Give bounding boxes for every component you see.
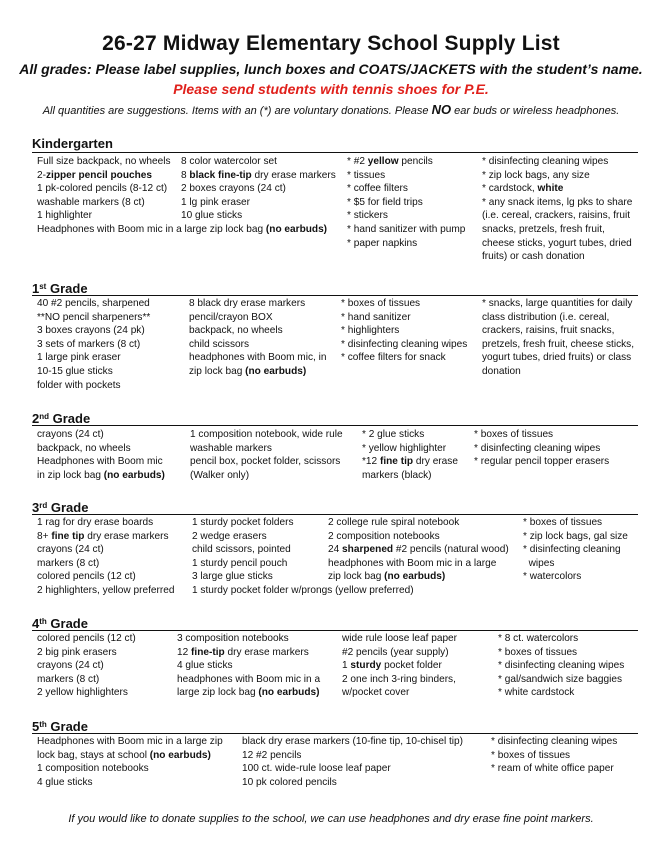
kindergarten-col2 [181,155,336,223]
list-item: colored pencils (12 ct) [37,571,136,583]
list-item: black dry erase markers (10-fine tip, 10-chisel tip) [242,736,464,747]
grade-number: 5 [32,719,40,734]
section-heading [32,498,638,515]
list-item: 1 highlighter [37,210,92,222]
list-item: * paper napkins [347,237,418,249]
list-item: 100 ct. wide-rule loose leaf paper [242,763,391,775]
grade-number: 1 [32,281,40,296]
quantities-note-suffix: ear buds or wireless headphones. [451,105,620,117]
list-item: 24 sharpened #2 pencils (natural wood) [328,544,509,556]
list-item: 8+ fine tip dry erase markers [37,530,169,542]
list-item: colored pencils (12 ct) [37,633,136,644]
list-item: * stickers [347,210,388,222]
list-item: * regular pencil topper erasers [474,456,610,468]
list-item: backpack, no wheels [37,442,131,454]
list-item: * disinfecting cleaning wipes [474,442,601,454]
grade4-col3 [342,632,457,700]
list-item: 3 composition notebooks [177,633,289,644]
list-item: markers (black) [362,469,432,481]
grade3-col1 [37,516,174,598]
quantities-note [0,102,662,117]
list-item: w/pocket cover [342,687,410,699]
grade2-col2 [190,428,343,482]
grade3-col4 [523,516,628,584]
list-item: 12 fine-tip dry erase markers [177,646,309,658]
section-heading [32,614,638,631]
list-item: * ream of white office paper [491,763,614,775]
list-item: * zip lock bags, gal size [523,530,628,542]
list-item: lock bag, stays at school (no earbuds) [37,749,211,761]
tennis-shoes-instruction: Please send students with tennis shoes for P.E. [173,81,489,97]
grade4-col4 [498,632,624,700]
grade-word: Grade [46,281,88,296]
list-item: 2 big pink erasers [37,646,117,658]
list-item: * watercolors [523,571,582,583]
list-item: * disinfecting cleaning [523,544,621,556]
quantities-note-no: NO [431,102,452,117]
list-item: * disinfecting cleaning wipes [491,736,618,747]
grade4-col2 [177,632,320,700]
list-item: backpack, no wheels [189,325,283,337]
list-item: yogurt tubes, dried fruits) or class [482,352,632,364]
list-item: washable markers (8 ct) [37,196,145,208]
grade-word: Grade [49,411,91,426]
list-item: * snacks, large quantities for daily [482,298,633,309]
section-grade2 [32,409,638,481]
list-item: Headphones with Boom mic in a large zip [37,736,223,747]
list-item: * disinfecting cleaning wipes [482,156,609,167]
list-item: 2 one inch 3-ring binders, [342,673,456,685]
list-item: pencil/crayon BOX [189,311,273,323]
grade4-col1 [37,632,136,700]
list-item: Headphones with Boom mic [37,456,163,468]
grade-number: 3 [32,500,40,515]
list-item: large zip lock bag (no earbuds) [177,687,320,699]
list-item: 3 boxes crayons (24 pk) [37,325,145,337]
list-item: * hand sanitizer with pump [347,223,466,235]
grade2-col4 [474,428,609,469]
list-item: * 2 glue sticks [362,429,425,440]
list-item: * #2 yellow pencils [347,156,433,167]
list-item: cheese sticks, yogurt tubes, dried [482,237,632,249]
list-item: * cardstock, white [482,183,564,195]
list-item: crayons (24 ct) [37,544,104,556]
list-item: 2 boxes crayons (24 ct) [181,183,286,195]
list-item: 10-15 glue sticks [37,365,113,377]
grade1-col4 [482,297,634,379]
list-item: * boxes of tissues [491,749,571,761]
list-item: 1 lg pink eraser [181,196,251,208]
grade-suffix: th [39,720,47,729]
list-item: * coffee filters for snack [341,352,446,364]
list-item: * zip lock bags, any size [482,169,590,181]
list-item: donation [482,365,521,377]
section-grade4 [32,614,638,699]
section-heading [32,409,638,426]
label-instruction: All grades: Please label supplies, lunch boxes and COATS/JACKETS with the student’s name. [19,61,643,77]
list-item: markers (8 ct) [37,557,100,569]
grade-number: 4 [32,616,40,631]
grade-suffix: st [39,282,47,291]
list-item: * white cardstock [498,687,575,699]
list-item: 4 glue sticks [37,776,93,788]
footer-note: If you would like to donate supplies to the school, we can use headphones and dry erase fine point markers. [68,813,594,825]
list-item: * boxes of tissues [523,517,603,528]
grade1-col3 [341,297,467,365]
grade-word: Grade [46,719,88,734]
list-item: 8 black dry erase markers [189,298,306,309]
list-item: 2 college rule spiral notebook [328,517,460,528]
section-heading: Kindergarten [32,136,638,153]
list-item: * tissues [347,169,386,181]
grade-word: Grade [47,500,89,515]
list-item: 2 wedge erasers [192,530,267,542]
list-item: 2 yellow highlighters [37,687,128,699]
section-grade5 [32,717,638,788]
grade-suffix: th [39,617,47,626]
list-item: 1 large pink eraser [37,352,121,364]
list-item: **NO pencil sharpeners** [37,311,151,323]
kindergarten-col3 [347,155,465,250]
grade3-col3 [328,516,509,584]
grade1-col2 [189,297,326,379]
grade-number: 2 [32,411,40,426]
list-item: #2 pencils (year supply) [342,646,449,658]
section-heading [32,717,638,734]
list-item: class distribution (i.e. cereal, [482,311,610,323]
kindergarten-col4 [482,155,632,264]
list-item: wide rule loose leaf paper [342,633,458,644]
grade5-col3 [491,735,617,776]
grade-suffix: rd [39,501,48,510]
list-item: 8 black fine-tip dry erase markers [181,169,336,181]
list-item: Full size backpack, no wheels [37,156,171,167]
list-item: *12 fine tip dry erase [362,456,458,468]
grade5-col2 [242,735,463,789]
list-item: * coffee filters [347,183,408,195]
list-item: * 8 ct. watercolors [498,633,579,644]
list-item: child scissors, pointed [192,544,291,556]
list-item: 1 composition notebook, wide rule [190,429,343,440]
list-item: 1 sturdy pocket folders [192,517,294,528]
list-item: 3 sets of markers (8 ct) [37,338,141,350]
list-item: * disinfecting cleaning wipes [341,338,468,350]
list-item: pencil box, pocket folder, scissors [190,456,341,468]
list-item: 1 rag for dry erase boards [37,517,154,528]
list-item: markers (8 ct) [37,673,100,685]
grade5-col1 [37,735,223,789]
list-item: 1 sturdy pocket folder [342,660,442,672]
list-item: 8 color watercolor set [181,156,277,167]
list-item: zip lock bag (no earbuds) [328,571,446,583]
list-item: 4 glue sticks [177,660,233,672]
list-item: 2 composition notebooks [328,530,440,542]
list-item: wipes [523,557,555,569]
section-grade3 [32,498,638,596]
list-item: washable markers [190,442,272,454]
list-item: * boxes of tissues [474,429,554,440]
page-title: 26-27 Midway Elementary School Supply List [102,32,560,55]
list-item: crayons (24 ct) [37,660,104,672]
list-item: (i.e. cereal, crackers, raisins, fruit [482,210,631,222]
list-item: pretzels, fresh fruit, cheese sticks, [482,338,635,350]
list-item: 1 sturdy pencil pouch [192,557,288,569]
list-item: crackers, raisins, fruit snacks, [482,325,615,337]
grade-word: Grade [46,616,88,631]
grade2-col3 [362,428,458,482]
list-item: fruits) or cash donation [482,251,585,263]
quantities-note-prefix: All quantities are suggestions. Items with an (*) are voluntary donations. Please [42,105,432,117]
list-item: * hand sanitizer [341,311,411,323]
list-item: * $5 for field trips [347,196,423,208]
list-item: * disinfecting cleaning wipes [498,660,625,672]
list-item: Headphones with Boom mic in a large zip lock bag (no earbuds) [37,223,328,235]
list-item: zip lock bag (no earbuds) [189,365,307,377]
list-item: 1 sturdy pocket folder w/prongs (yellow preferred) [192,584,414,596]
list-item: * boxes of tissues [498,646,578,658]
list-item: 2-zipper pencil pouches [37,169,152,181]
list-item: 10 glue sticks [181,210,243,222]
list-item: headphones with Boom mic in a [177,673,321,685]
section-kindergarten [32,136,638,263]
list-item: * highlighters [341,325,400,337]
list-item: child scissors [189,338,250,350]
list-item: 1 composition notebooks [37,763,149,775]
section-heading [32,279,638,296]
list-item: in zip lock bag (no earbuds) [37,469,165,481]
section-grade1 [32,279,638,391]
list-item: crayons (24 ct) [37,429,104,440]
list-item: headphones with Boom mic, in [189,352,327,364]
list-item: 3 large glue sticks [192,571,273,583]
list-item: 40 #2 pencils, sharpened [37,298,150,309]
list-item: 12 #2 pencils [242,749,302,761]
list-item: headphones with Boom mic in a large [328,557,497,569]
list-item: 1 pk-colored pencils (8-12 ct) [37,183,168,195]
list-item: * gal/sandwich size baggies [498,673,623,685]
list-item: * boxes of tissues [341,298,421,309]
list-item: * yellow highlighter [362,442,447,454]
grade2-col1 [37,428,165,482]
grade-suffix: nd [39,412,50,421]
grade1-col1 [37,297,150,392]
list-item: snacks, pretzels, fresh fruit, [482,223,605,235]
list-item: 10 pk colored pencils [242,776,337,788]
list-item: (Walker only) [190,469,250,481]
list-item: * any snack items, lg pks to share [482,196,633,208]
list-item: folder with pockets [37,379,121,391]
list-item: 2 highlighters, yellow preferred [37,584,175,596]
